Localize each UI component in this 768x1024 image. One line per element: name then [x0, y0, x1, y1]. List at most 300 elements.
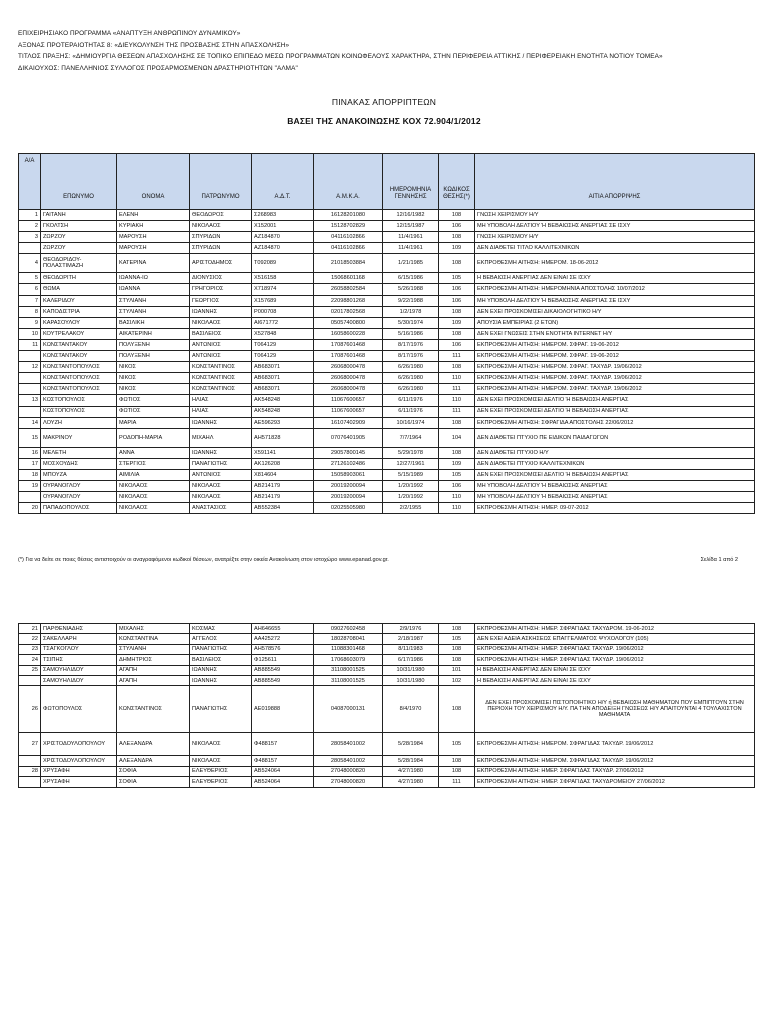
- id-card-cell: Ρ000708: [252, 306, 314, 317]
- col-adt: Α.Δ.Τ.: [252, 154, 314, 210]
- surname-cell: ΧΡΙΣΤΟΔΟΥΛΟΠΟΥΛΟΥ: [41, 756, 117, 766]
- id-card-cell: Χ527848: [252, 328, 314, 339]
- table-row: [19, 686, 755, 733]
- id-card-cell: ΑΒ683071: [252, 373, 314, 384]
- name-cell: ΑΓΑΠΗ: [117, 675, 190, 685]
- amka-cell: 20019200094: [314, 492, 383, 503]
- table-row: [19, 373, 755, 384]
- row-number: 8: [19, 306, 41, 317]
- table-row: [19, 254, 755, 273]
- rejection-reason-cell: ΕΚΠΡΟΘΕΣΜΗ ΑΙΤΗΣΗ: ΗΜΕΡΟΜΗΝΙΑ ΑΠΟΣΤΟΛΗΣ 10/07/2012: [475, 284, 755, 295]
- col-code: ΚΩΔΙΚΟΣ ΘΕΣΗΣ(*): [439, 154, 475, 210]
- table-row: [19, 384, 755, 395]
- col-amka: Α.Μ.Κ.Α.: [314, 154, 383, 210]
- father-name-cell: ΙΩΑΝΝΗΣ: [190, 306, 252, 317]
- surname-cell: ΓΑΙΤΑΝΗ: [41, 210, 117, 221]
- surname-cell: ΚΩΝΣΤΑΝΤΑΚΟΥ: [41, 339, 117, 350]
- table-row: [19, 447, 755, 458]
- birth-date-cell: 2/18/1987: [383, 634, 439, 644]
- id-card-cell: Φ125611: [252, 655, 314, 665]
- row-number: 13: [19, 395, 41, 406]
- footnote: (*) Για να δείτε σε ποιες θέσεις αντιστοιχούν οι αναγραφόμενοι κωδικοί θέσεων, ανατρέξτε στην οικεία Ανακοίνωση στον ιστοχώρο www.epanad.gov.gr.: [18, 557, 389, 563]
- position-code-cell: 111: [439, 351, 475, 362]
- amka-cell: 15068601168: [314, 273, 383, 284]
- id-card-cell: ΑΚ126208: [252, 458, 314, 469]
- father-name-cell: ΕΛΕΥΘΕΡΙΟΣ: [190, 766, 252, 776]
- birth-date-cell: 12/16/1982: [383, 210, 439, 221]
- table-row: [19, 480, 755, 491]
- position-code-cell: 108: [439, 254, 475, 273]
- position-code-cell: 111: [439, 777, 475, 787]
- name-cell: ΦΩΤΙΟΣ: [117, 395, 190, 406]
- id-card-cell: Χ152001: [252, 221, 314, 232]
- amka-cell: 04116102866: [314, 243, 383, 254]
- amka-cell: 11088301468: [314, 644, 383, 654]
- rejection-reason-cell: ΓΝΩΣΗ ΧΕΙΡΙΣΜΟΥ Η/Υ: [475, 232, 755, 243]
- rejection-reason-cell: ΜΗ ΥΠΟΒΟΛΗ ΔΕΛΤΙΟΥ Ή ΒΕΒΑΙΩΣΗΣ ΑΝΕΡΓΙΑΣ ΣΕ ΙΣΧΥ: [475, 295, 755, 306]
- col-surname: ΕΠΩΝΥΜΟ: [41, 154, 117, 210]
- name-cell: ΝΙΚΟΛΑΟΣ: [117, 492, 190, 503]
- table-row: [19, 675, 755, 685]
- header-programme: ΕΠΙΧΕΙΡΗΣΙΑΚΟ ΠΡΟΓΡΑΜΜΑ «ΑΝΑΠΤΥΞΗ ΑΝΘΡΩΠΙΝΟΥ ΔΥΝΑΜΙΚΟΥ»: [18, 30, 241, 37]
- surname-cell: ΚΩΝΣΤΑΝΤΑΚΟΥ: [41, 351, 117, 362]
- father-name-cell: ΑΝΑΣΤΑΣΙΟΣ: [190, 503, 252, 514]
- name-cell: ΔΗΜΗΤΡΙΟΣ: [117, 655, 190, 665]
- row-number: 25: [19, 665, 41, 675]
- id-card-cell: ΑΒ683071: [252, 362, 314, 373]
- amka-cell: 26068000478: [314, 384, 383, 395]
- row-number: [19, 351, 41, 362]
- table-row: [19, 634, 755, 644]
- id-card-cell: ΑΚ548248: [252, 406, 314, 417]
- table-row: [19, 362, 755, 373]
- position-code-cell: 108: [439, 328, 475, 339]
- amka-cell: 31108001525: [314, 675, 383, 685]
- father-name-cell: ΙΩΑΝΝΗΣ: [190, 447, 252, 458]
- row-number: 18: [19, 469, 41, 480]
- name-cell: ΑΛΕΞΑΝΔΡΑ: [117, 733, 190, 756]
- amka-cell: 16058600228: [314, 328, 383, 339]
- birth-date-cell: 6/26/1980: [383, 384, 439, 395]
- position-code-cell: 109: [439, 458, 475, 469]
- table-row: [19, 284, 755, 295]
- father-name-cell: ΑΓΓΕΛΟΣ: [190, 634, 252, 644]
- birth-date-cell: 10/16/1974: [383, 417, 439, 428]
- surname-cell: ΓΚΟΛΤΣΗ: [41, 221, 117, 232]
- surname-cell: ΚΑΛΕΡΙΔΟΥ: [41, 295, 117, 306]
- rejection-reason-cell: Η ΒΕΒΑΙΩΣΗ ΑΝΕΡΓΙΑΣ ΔΕΝ ΕΙΝΑΙ ΣΕ ΙΣΧΥ: [475, 273, 755, 284]
- row-number: 7: [19, 295, 41, 306]
- father-name-cell: ΑΡΙΣΤΟΔΗΜΟΣ: [190, 254, 252, 273]
- position-code-cell: 102: [439, 675, 475, 685]
- rejection-reason-cell: ΜΗ ΥΠΟΒΟΛΗ ΔΕΛΤΙΟΥ Ή ΒΕΒΑΙΩΣΗΣ ΑΝΕΡΓΙΑΣ: [475, 492, 755, 503]
- table-row: [19, 777, 755, 787]
- father-name-cell: ΝΙΚΟΛΑΟΣ: [190, 733, 252, 756]
- table-row: [19, 395, 755, 406]
- amka-cell: 07076401905: [314, 428, 383, 447]
- name-cell: ΜΑΡΙΑ: [117, 417, 190, 428]
- row-number: 27: [19, 733, 41, 756]
- rejection-reason-cell: ΕΚΠΡΟΘΕΣΜΗ ΑΙΤΗΣΗ: ΣΦΡΑΓΙΔΑ ΑΠΟΣΤΟΛΗΣ 22/06/2012: [475, 417, 755, 428]
- col-name: ΟΝΟΜΑ: [117, 154, 190, 210]
- father-name-cell: ΔΙΟΝΥΣΙΟΣ: [190, 273, 252, 284]
- table-row: [19, 428, 755, 447]
- name-cell: ΣΟΦΙΑ: [117, 777, 190, 787]
- amka-cell: 04116102866: [314, 232, 383, 243]
- id-card-cell: Τ064129: [252, 339, 314, 350]
- table-row: [19, 766, 755, 776]
- name-cell: ΙΩΑΝΝΑ: [117, 284, 190, 295]
- id-card-cell: ΑΕ019888: [252, 686, 314, 733]
- birth-date-cell: 6/11/1976: [383, 395, 439, 406]
- amka-cell: 15128702829: [314, 221, 383, 232]
- position-code-cell: 108: [439, 362, 475, 373]
- rejection-reason-cell: ΕΚΠΡΟΘΕΣΜΗ ΑΙΤΗΣΗ: ΗΜΕΡ. ΣΦΡΑΓΙΔΑΣ ΤΑΧΥΔΡΟΜΕΙΟΥ 27/06/2012: [475, 777, 755, 787]
- table-header-row: [19, 154, 755, 210]
- amka-cell: 21018503884: [314, 254, 383, 273]
- father-name-cell: ΗΛΙΑΣ: [190, 406, 252, 417]
- father-name-cell: ΝΙΚΟΛΑΟΣ: [190, 480, 252, 491]
- amka-cell: 31108001525: [314, 665, 383, 675]
- father-name-cell: ΚΩΝΣΤΑΝΤΙΝΟΣ: [190, 362, 252, 373]
- id-card-cell: ΑΗ578576: [252, 644, 314, 654]
- row-number: [19, 384, 41, 395]
- father-name-cell: ΗΛΙΑΣ: [190, 395, 252, 406]
- table-row: [19, 339, 755, 350]
- name-cell: ΣΤΕΡΓΙΟΣ: [117, 458, 190, 469]
- surname-cell: ΟΥΡΑΝΟΓΛΟΥ: [41, 492, 117, 503]
- id-card-cell: ΑΒ552384: [252, 503, 314, 514]
- birth-date-cell: 5/29/1978: [383, 447, 439, 458]
- position-code-cell: 110: [439, 373, 475, 384]
- row-number: 26: [19, 686, 41, 733]
- rejection-reason-cell: ΕΚΠΡΟΘΕΣΜΗ ΑΙΤΗΣΗ: ΗΜΕΡΟΜ. ΣΦΡΑΓ. ΤΑΧΥΔΡ. 19/06/2012: [475, 373, 755, 384]
- surname-cell: ΧΡΥΣΑΦΗ: [41, 777, 117, 787]
- header-beneficiary: ΔΙΚΑΙΟΥΧΟΣ: ΠΑΝΕΛΛΗΝΙΟΣ ΣΥΛΛΟΓΟΣ ΠΡΟΣΑΡΜΟΣΜΕΝΩΝ ΔΡΑΣΤΗΡΙΟΤΗΤΩΝ "ΑΛΜΑ": [18, 64, 298, 72]
- id-card-cell: Χ718974: [252, 284, 314, 295]
- id-card-cell: ΑΒ885549: [252, 675, 314, 685]
- father-name-cell: ΚΟΣΜΑΣ: [190, 624, 252, 634]
- table-row: [19, 306, 755, 317]
- row-number: 1: [19, 210, 41, 221]
- birth-date-cell: 6/17/1986: [383, 655, 439, 665]
- father-name-cell: ΝΙΚΟΛΑΟΣ: [190, 221, 252, 232]
- father-name-cell: ΠΑΝΑΓΙΩΤΗΣ: [190, 644, 252, 654]
- name-cell: ΦΩΤΙΟΣ: [117, 406, 190, 417]
- position-code-cell: 108: [439, 417, 475, 428]
- table-row: [19, 406, 755, 417]
- id-card-cell: Χ157689: [252, 295, 314, 306]
- birth-date-cell: 4/27/1980: [383, 766, 439, 776]
- rejection-reason-cell: ΕΚΠΡΟΘΕΣΜΗ ΑΙΤΗΣΗ: ΗΜΕΡ. ΣΦΡΑΓΙΔΑΣ ΤΑΧΥΔΡΟΜ. 19-06-2012: [475, 624, 755, 634]
- birth-date-cell: 2/9/1976: [383, 624, 439, 634]
- row-number: [19, 756, 41, 766]
- position-code-cell: 105: [439, 733, 475, 756]
- amka-cell: 28058401002: [314, 756, 383, 766]
- birth-date-cell: 12/27/1961: [383, 458, 439, 469]
- birth-date-cell: 8/17/1976: [383, 351, 439, 362]
- id-card-cell: Χ516158: [252, 273, 314, 284]
- father-name-cell: ΙΩΑΝΝΗΣ: [190, 665, 252, 675]
- rejection-reason-cell: Η ΒΕΒΑΙΩΣΗ ΑΝΕΡΓΙΑΣ ΔΕΝ ΕΙΝΑΙ ΣΕ ΙΣΧΥ: [475, 675, 755, 685]
- amka-cell: 11067600657: [314, 395, 383, 406]
- name-cell: ΜΑΡΟΥΣΗ: [117, 243, 190, 254]
- table-row: [19, 417, 755, 428]
- amka-cell: 27048000820: [314, 766, 383, 776]
- father-name-cell: ΠΑΝΑΓΙΩΤΗΣ: [190, 686, 252, 733]
- birth-date-cell: 5/26/1988: [383, 284, 439, 295]
- document-header: [18, 28, 663, 74]
- rejections-table-page1: [18, 153, 755, 514]
- position-code-cell: 105: [439, 273, 475, 284]
- row-number: 15: [19, 428, 41, 447]
- id-card-cell: ΑΕ596293: [252, 417, 314, 428]
- rejection-reason-cell: ΔΕΝ ΕΧΕΙ ΠΡΟΣΚΟΜΙΣΕΙ ΠΙΣΤΟΠΟΙΗΤΙΚΟ Η/Υ ή ΒΕΒΑΙΩΣΗ ΜΑΘΗΜΑΤΩΝ ΠΟΥ ΕΜΠΙΠΤΟΥΝ ΣΤΗΝ ΠΕΡΙΟΧΗ ΤΟΥ ΧΕΙΡΙΣΜΟΥ Η/Υ. ΠΑ ΤΗΝ ΑΠΟΔΕΙΞΗ ΓΝΩΣΕΩΣ Η/Υ ΑΠΑΙΤΟΥΝΤΑΙ 4 ΤΟΥΛΑΧΙΣΤΟΝ ΜΑΘΗΜΑΤΑ: [475, 686, 755, 733]
- surname-cell: ΜΟΣΧΟΥΔΗΣ: [41, 458, 117, 469]
- surname-cell: ΚΑΡΑΣΟΥΛΟΥ: [41, 317, 117, 328]
- row-number: 21: [19, 624, 41, 634]
- row-number: [19, 675, 41, 685]
- surname-cell: ΦΩΤΟΠΟΥΛΟΣ: [41, 686, 117, 733]
- id-card-cell: ΑΒ524064: [252, 766, 314, 776]
- surname-cell: ΖΩΡΖΟΥ: [41, 232, 117, 243]
- row-number: 2: [19, 221, 41, 232]
- name-cell: ΠΟΛΥΞΕΝΗ: [117, 351, 190, 362]
- birth-date-cell: 5/28/1984: [383, 733, 439, 756]
- position-code-cell: 108: [439, 306, 475, 317]
- id-card-cell: Φ488157: [252, 733, 314, 756]
- name-cell: ΣΤΥΛΙΑΝΗ: [117, 295, 190, 306]
- amka-cell: 16128201080: [314, 210, 383, 221]
- id-card-cell: ΑΙ671772: [252, 317, 314, 328]
- birth-date-cell: 1/2/1978: [383, 306, 439, 317]
- amka-cell: 04087000131: [314, 686, 383, 733]
- table-subtitle: ΒΑΣΕΙ ΤΗΣ ΑΝΑΚΟΙΝΩΣΗΣ ΚΟΧ 72.904/1/2012: [287, 116, 481, 126]
- table-row: [19, 273, 755, 284]
- birth-date-cell: 5/16/1986: [383, 328, 439, 339]
- id-card-cell: Χ591141: [252, 447, 314, 458]
- rejection-reason-cell: ΕΚΠΡΟΘΕΣΜΗ ΑΙΤΗΣΗ: ΗΜΕΡ. 09-07-2012: [475, 503, 755, 514]
- amka-cell: 26058802584: [314, 284, 383, 295]
- position-code-cell: 111: [439, 406, 475, 417]
- name-cell: ΝΙΚΟΣ: [117, 384, 190, 395]
- row-number: 9: [19, 317, 41, 328]
- birth-date-cell: 2/2/1955: [383, 503, 439, 514]
- amka-cell: 11067600657: [314, 406, 383, 417]
- amka-cell: 17087601468: [314, 339, 383, 350]
- row-number: 24: [19, 655, 41, 665]
- id-card-cell: ΑΖ184870: [252, 232, 314, 243]
- surname-cell: ΚΩΝΣΤΑΝΤΟΠΟΥΛΟΣ: [41, 384, 117, 395]
- father-name-cell: ΙΩΑΝΝΗΣ: [190, 417, 252, 428]
- id-card-cell: ΑΒ885549: [252, 665, 314, 675]
- birth-date-cell: 1/21/1985: [383, 254, 439, 273]
- surname-cell: ΘΕΟΔΩΡΙΤΗ: [41, 273, 117, 284]
- rejection-reason-cell: ΕΚΠΡΟΘΕΣΜΗ ΑΙΤΗΣΗ: ΗΜΕΡΟΜ. ΣΦΡΑΓ. 19-06-2012: [475, 339, 755, 350]
- surname-cell: ΣΑΚΕΛΛΑΡΗ: [41, 634, 117, 644]
- id-card-cell: ΑΒ214179: [252, 480, 314, 491]
- surname-cell: ΘΩΜΑ: [41, 284, 117, 295]
- id-card-cell: Χ814604: [252, 469, 314, 480]
- col-reason: ΑΙΤΙΑ ΑΠΟΡΡΙΨΗΣ: [475, 154, 755, 210]
- id-card-cell: Τ064129: [252, 351, 314, 362]
- father-name-cell: ΙΩΑΝΝΗΣ: [190, 675, 252, 685]
- table-row: [19, 469, 755, 480]
- table-row: [19, 243, 755, 254]
- surname-cell: ΜΕΛΕΤΗ: [41, 447, 117, 458]
- surname-cell: ΤΣΙΠΗΣ: [41, 655, 117, 665]
- surname-cell: ΘΕΟΔΩΡΙΔΟΥ-ΠΟΛΑΣΤΙΜΑΖΗ: [41, 254, 117, 273]
- table-row: [19, 295, 755, 306]
- row-number: 10: [19, 328, 41, 339]
- name-cell: ΚΥΡΙΑΚΗ: [117, 221, 190, 232]
- rejection-reason-cell: ΕΚΠΡΟΘΕΣΜΗ ΑΙΤΗΣΗ: ΗΜΕΡΟΜ. ΣΦΡΑΓ. ΤΑΧΥΔΡ. 19/06/2012: [475, 384, 755, 395]
- rejection-reason-cell: ΔΕΝ ΔΙΑΘΕΤΕΙ ΠΤΥΧΙΟ ΚΑΛΛΙΤΕΧΝΙΚΩΝ: [475, 458, 755, 469]
- position-code-cell: 108: [439, 756, 475, 766]
- id-card-cell: ΑΒ683071: [252, 384, 314, 395]
- amka-cell: 09027602458: [314, 624, 383, 634]
- position-code-cell: 106: [439, 480, 475, 491]
- birth-date-cell: 4/27/1980: [383, 777, 439, 787]
- father-name-cell: ΕΛΕΥΘΕΡΙΟΣ: [190, 777, 252, 787]
- amka-cell: 26068000478: [314, 362, 383, 373]
- surname-cell: ΖΩΡΖΟΥ: [41, 243, 117, 254]
- name-cell: ΣΤΥΛΙΑΝΗ: [117, 644, 190, 654]
- amka-cell: 17087601468: [314, 351, 383, 362]
- birth-date-cell: 8/17/1976: [383, 339, 439, 350]
- birth-date-cell: 6/11/1976: [383, 406, 439, 417]
- amka-cell: 17068603079: [314, 655, 383, 665]
- position-code-cell: 109: [439, 243, 475, 254]
- name-cell: ΒΑΣΙΛΙΚΗ: [117, 317, 190, 328]
- table-row: [19, 458, 755, 469]
- position-code-cell: 108: [439, 766, 475, 776]
- amka-cell: 27048000820: [314, 777, 383, 787]
- row-number: 23: [19, 644, 41, 654]
- table-row: [19, 655, 755, 665]
- name-cell: ΝΙΚΟΣ: [117, 362, 190, 373]
- table-row: [19, 317, 755, 328]
- birth-date-cell: 1/20/1992: [383, 492, 439, 503]
- position-code-cell: 110: [439, 503, 475, 514]
- rejection-reason-cell: ΔΕΝ ΕΧΕΙ ΠΡΟΣΚΟΜΙΣΕΙ ΔΕΛΤΙΟ Ή ΒΕΒΑΙΩΣΗ ΑΝΕΡΓΙΑΣ: [475, 469, 755, 480]
- birth-date-cell: 7/7/1964: [383, 428, 439, 447]
- id-card-cell: ΑΗ571828: [252, 428, 314, 447]
- rejection-reason-cell: ΕΚΠΡΟΘΕΣΜΗ ΑΙΤΗΣΗ: ΗΜΕΡ. ΣΦΡΑΓΙΔΑΣ ΤΑΧΥΔΡ. 19/06/2012: [475, 644, 755, 654]
- row-number: 11: [19, 339, 41, 350]
- rejection-reason-cell: ΕΚΠΡΟΘΕΣΜΗ ΑΙΤΗΣΗ: ΗΜΕΡΟΜ. ΣΦΡΑΓΙΔΑΣ ΤΑΧΥΔΡ. 19/06/2012: [475, 733, 755, 756]
- table-row: [19, 232, 755, 243]
- father-name-cell: ΓΡΗΓΟΡΙΟΣ: [190, 284, 252, 295]
- amka-cell: 28058401002: [314, 733, 383, 756]
- row-number: [19, 492, 41, 503]
- row-number: 16: [19, 447, 41, 458]
- rejection-reason-cell: ΕΚΠΡΟΘΕΣΜΗ ΑΙΤΗΣΗ: ΗΜΕΡΟΜ. ΣΦΡΑΓ. ΤΑΧΥΔΡ. 19/06/2012: [475, 362, 755, 373]
- rejection-reason-cell: ΕΚΠΡΟΘΕΣΜΗ ΑΙΤΗΣΗ: ΗΜΕΡΟΜ. 18-06-2012: [475, 254, 755, 273]
- birth-date-cell: 8/11/1983: [383, 644, 439, 654]
- father-name-cell: ΑΝΤΩΝΙΟΣ: [190, 469, 252, 480]
- row-number: 17: [19, 458, 41, 469]
- row-number: 20: [19, 503, 41, 514]
- surname-cell: ΜΠΟΥΖΑ: [41, 469, 117, 480]
- table-row: [19, 210, 755, 221]
- rejection-reason-cell: ΔΕΝ ΕΧΕΙ ΑΔΕΙΑ ΑΣΚΗΣΕΩΣ ΕΠΑΓΓΕΛΜΑΤΟΣ ΨΥΧΟΛΟΓΟΥ (105): [475, 634, 755, 644]
- birth-date-cell: 9/22/1988: [383, 295, 439, 306]
- rejection-reason-cell: ΜΗ ΥΠΟΒΟΛΗ ΔΕΛΤΙΟΥ Ή ΒΕΒΑΙΩΣΗΣ ΑΝΕΡΓΙΑΣ ΣΕ ΙΣΧΥ: [475, 221, 755, 232]
- birth-date-cell: 8/4/1970: [383, 686, 439, 733]
- position-code-cell: 110: [439, 395, 475, 406]
- name-cell: ΑΙΜΙΛΙΑ: [117, 469, 190, 480]
- father-name-cell: ΝΙΚΟΛΑΟΣ: [190, 317, 252, 328]
- header-action-title: ΤΙΤΛΟΣ ΠΡΑΞΗΣ: «ΔΗΜΙΟΥΡΓΙΑ ΘΕΣΕΩΝ ΑΠΑΣΧΟΛΗΣΗΣ ΣΕ ΤΟΠΙΚΟ ΕΠΙΠΕΔΟ ΜΕΣΩ ΠΡΟΓΡΑΜΜΑΤΩΝ ΚΟΙΝΩΦΕΛΟΥΣ ΧΑΡΑΚΤΗΡΑ, ΣΤΗΝ ΠΕΡΙΦΕΡΕΙΑ ΑΤΤΙΚΗΣ / ΠΕΡΙΦΕΡΕΙΑΚΗ ΕΝΟΤΗΤΑ ΝΟΤΙΟΥ ΤΟΜΕΑ»: [18, 53, 663, 60]
- surname-cell: ΚΩΝΣΤΑΝΤΟΠΟΥΛΟΣ: [41, 373, 117, 384]
- table-row: [19, 503, 755, 514]
- position-code-cell: 101: [439, 665, 475, 675]
- id-card-cell: ΑΗ646655: [252, 624, 314, 634]
- name-cell: ΝΙΚΟΛΑΟΣ: [117, 503, 190, 514]
- position-code-cell: 106: [439, 339, 475, 350]
- rejection-reason-cell: ΕΚΠΡΟΘΕΣΜΗ ΑΙΤΗΣΗ: ΗΜΕΡΟΜ. ΣΦΡΑΓΙΔΑΣ ΤΑΧΥΔΡ. 19/06/2012: [475, 756, 755, 766]
- father-name-cell: ΚΩΝΣΤΑΝΤΙΝΟΣ: [190, 373, 252, 384]
- rejection-reason-cell: ΔΕΝ ΕΧΕΙ ΠΡΟΣΚΟΜΙΣΕΙ ΔΙΚΑΙΟΛΟΓΗΤΙΚΟ Η/Υ: [475, 306, 755, 317]
- rejection-reason-cell: ΔΕΝ ΔΙΑΘΕΤΕΙ ΠΤΥΧΙΟ ΠΕ ΕΙΔΙΚΩΝ ΠΑΙΔΑΓΩΓΩΝ: [475, 428, 755, 447]
- id-card-cell: ΑΖ184870: [252, 243, 314, 254]
- row-number: [19, 777, 41, 787]
- father-name-cell: ΠΑΝΑΓΙΩΤΗΣ: [190, 458, 252, 469]
- row-number: 14: [19, 417, 41, 428]
- rejection-reason-cell: ΕΚΠΡΟΘΕΣΜΗ ΑΙΤΗΣΗ: ΗΜΕΡ. ΣΦΡΑΓΙΔΑΣ ΤΑΧΥΔΡ. 27/06/2012: [475, 766, 755, 776]
- father-name-cell: ΒΑΣΙΛΕΙΟΣ: [190, 655, 252, 665]
- position-code-cell: 106: [439, 221, 475, 232]
- col-aa: Α/Α: [19, 154, 41, 210]
- surname-cell: ΠΑΠΑΔΟΠΟΥΛΟΣ: [41, 503, 117, 514]
- table-row: [19, 624, 755, 634]
- row-number: 4: [19, 254, 41, 273]
- rejection-reason-cell: ΕΚΠΡΟΘΕΣΜΗ ΑΙΤΗΣΗ: ΗΜΕΡ. ΣΦΡΑΓΙΔΑΣ ΤΑΧΥΔΡ. 19/06/2012: [475, 655, 755, 665]
- amka-cell: 16107402909: [314, 417, 383, 428]
- row-number: 12: [19, 362, 41, 373]
- surname-cell: ΛΟΥΖΗ: [41, 417, 117, 428]
- amka-cell: 02025505980: [314, 503, 383, 514]
- name-cell: ΝΙΚΟΛΑΟΣ: [117, 480, 190, 491]
- name-cell: ΑΝΝΑ: [117, 447, 190, 458]
- id-card-cell: ΑΒ214179: [252, 492, 314, 503]
- table-row: [19, 328, 755, 339]
- table-row: [19, 756, 755, 766]
- id-card-cell: Σ268983: [252, 210, 314, 221]
- father-name-cell: ΒΑΣΙΛΕΙΟΣ: [190, 328, 252, 339]
- row-number: 6: [19, 284, 41, 295]
- name-cell: ΣΤΥΛΙΑΝΗ: [117, 306, 190, 317]
- position-code-cell: 105: [439, 634, 475, 644]
- name-cell: ΑΛΕΞΑΝΔΡΑ: [117, 756, 190, 766]
- position-code-cell: 108: [439, 210, 475, 221]
- position-code-cell: 108: [439, 655, 475, 665]
- name-cell: ΑΙΚΑΤΕΡΙΝΗ: [117, 328, 190, 339]
- position-code-cell: 106: [439, 295, 475, 306]
- name-cell: ΚΩΝΣΤΑΝΤΙΝΟΣ: [117, 686, 190, 733]
- name-cell: ΡΟΔΟΠΗ-ΜΑΡΙΑ: [117, 428, 190, 447]
- position-code-cell: 105: [439, 469, 475, 480]
- rejection-reason-cell: ΑΠΟΥΣΙΑ ΕΜΠΕΙΡΙΑΣ (2 ΕΤΩΝ): [475, 317, 755, 328]
- table-row: [19, 221, 755, 232]
- father-name-cell: ΣΠΥΡΙΔΩΝ: [190, 243, 252, 254]
- col-father: ΠΑΤΡΩΝΥΜΟ: [190, 154, 252, 210]
- name-cell: ΠΟΛΥΞΕΝΗ: [117, 339, 190, 350]
- row-number: 22: [19, 634, 41, 644]
- birth-date-cell: 12/15/1987: [383, 221, 439, 232]
- position-code-cell: 108: [439, 232, 475, 243]
